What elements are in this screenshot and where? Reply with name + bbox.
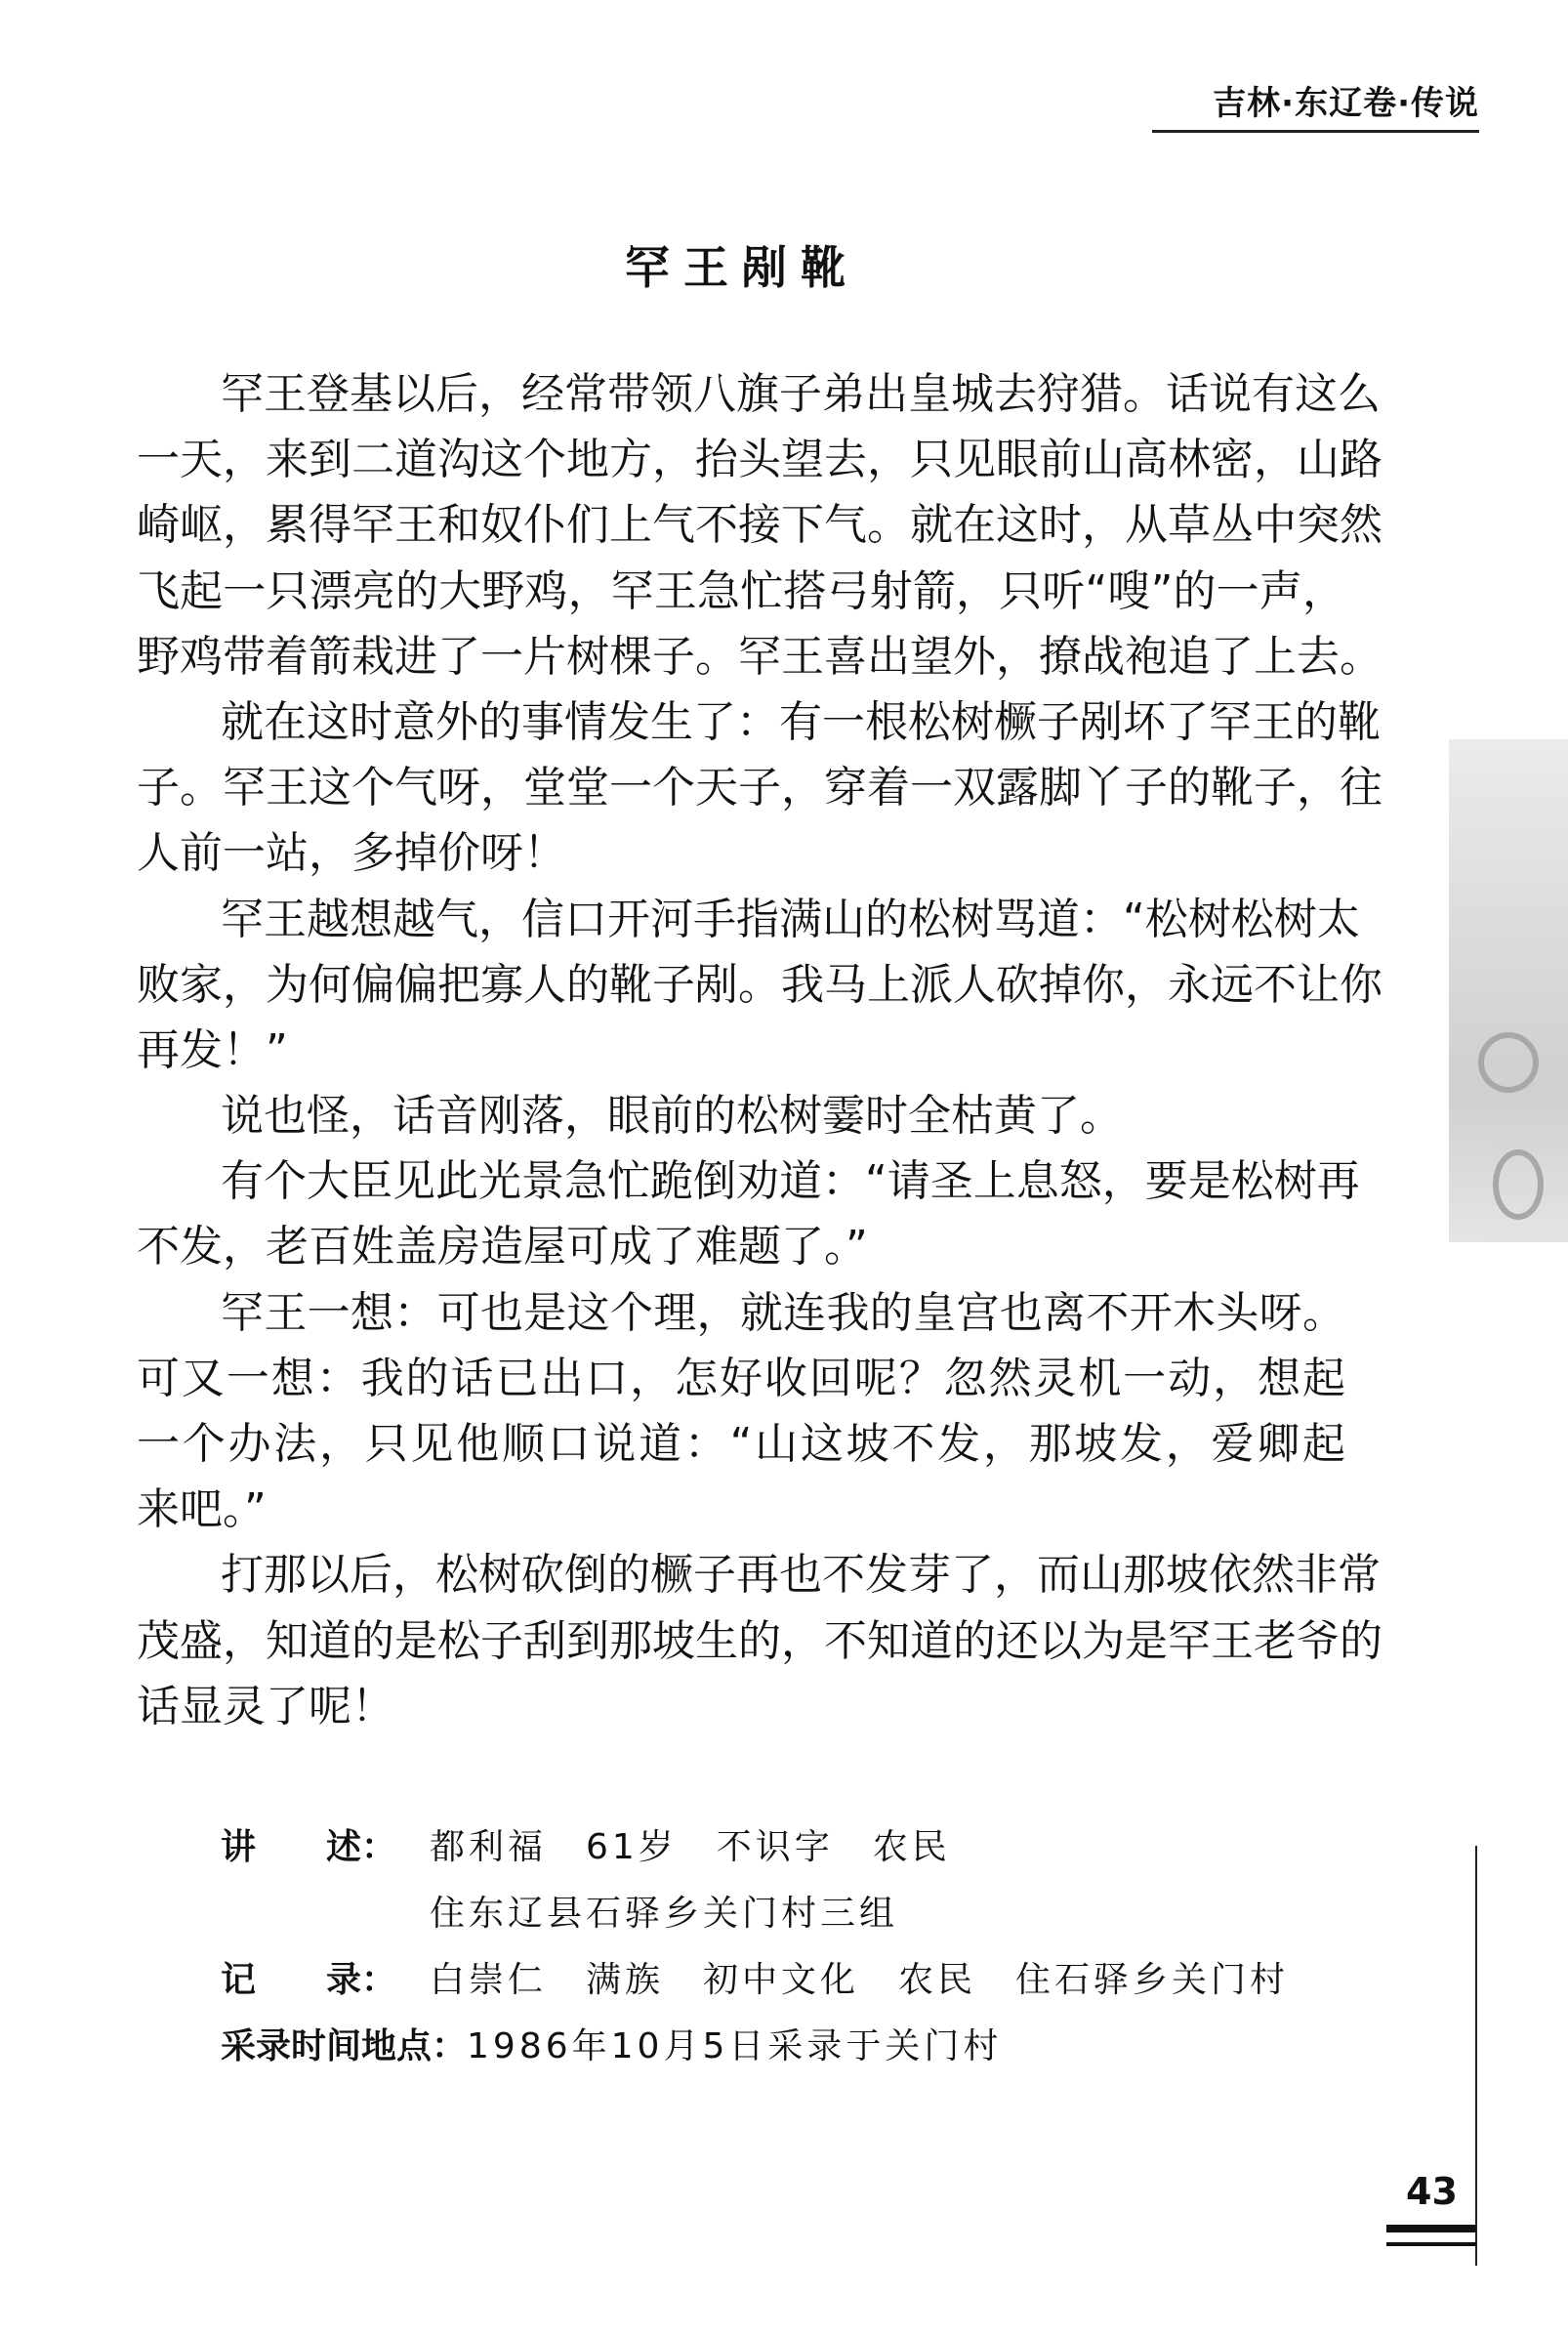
paragraph-line: 野鸡带着箭栽进了一片树棵子。罕王喜出望外，撩战袍追了上去。 bbox=[137, 631, 1382, 682]
paragraph-line: 一天，来到二道沟这个地方，抬头望去，只见眼前山高林密，山路 bbox=[137, 435, 1382, 485]
narrator-address-row bbox=[221, 1881, 1289, 1947]
paragraph-line: 一个办法，只见他顺口说道：“山这坡不发，那坡发，爱卿起 bbox=[137, 1419, 1345, 1469]
story-body bbox=[137, 361, 1382, 1739]
paragraph-line: 不发，老百姓盖房造屋可成了难题了。” bbox=[137, 1222, 868, 1272]
page-number-bar bbox=[1386, 2225, 1476, 2232]
credits bbox=[221, 1815, 1289, 2080]
paragraph-line: 崎岖，累得罕王和奴仆们上气不接下气。就在这时，从草丛中突然 bbox=[137, 500, 1382, 551]
paragraph-line: 人前一站，多掉价呀！ bbox=[137, 828, 566, 879]
page-number: 43 bbox=[1406, 2170, 1458, 2213]
narrator-address: 住东辽县石驿乡关门村三组 bbox=[430, 1894, 899, 1934]
page-number-bar-thin bbox=[1386, 2242, 1476, 2246]
side-decoration-image bbox=[1449, 739, 1568, 1242]
recorder-row bbox=[221, 1947, 1289, 2014]
time-place-label: 采录时间地点： bbox=[221, 2026, 468, 2066]
paragraph-line: 有个大臣见此光景急忙跪倒劝道：“请圣上息怒，要是松树再 bbox=[221, 1156, 1360, 1207]
narrator-value: 都利福 61岁 不识字 农民 bbox=[430, 1827, 951, 1867]
margin-rule bbox=[1475, 1846, 1477, 2266]
paragraph-line: 来吧。” bbox=[137, 1484, 267, 1535]
paragraph-line: 茂盛，知道的是松子刮到那坡生的，不知道的还以为是罕王老爷的 bbox=[137, 1615, 1382, 1666]
running-head: 吉林·东辽卷·传说 bbox=[1152, 76, 1479, 133]
paragraph-line: 子。罕王这个气呀，堂堂一个天子，穿着一双露脚丫子的靴子，往 bbox=[137, 763, 1382, 813]
paragraph-line: 罕王一想：可也是这个理，就连我的皇宫也离不开木头呀。 bbox=[221, 1287, 1345, 1338]
recorder-label: 记 录： bbox=[221, 1960, 397, 2000]
narrator-label: 讲 述： bbox=[221, 1827, 397, 1867]
recorder-value: 白崇仁 满族 初中文化 农民 住石驿乡关门村 bbox=[430, 1960, 1290, 2000]
paragraph-line: 就在这时意外的事情发生了：有一根松树橛子剐坏了罕王的靴 bbox=[221, 696, 1381, 747]
paragraph-line: 可又一想：我的话已出口，怎好收回呢？忽然灵机一动，想起 bbox=[137, 1353, 1345, 1403]
paragraph-line: 败家，为何偏偏把寡人的靴子剐。我马上派人砍掉你，永远不让你 bbox=[137, 959, 1382, 1010]
time-place-value: 1986年10月5日采录于关门村 bbox=[467, 2026, 1003, 2066]
paragraph-line: 再发！” bbox=[137, 1024, 288, 1075]
paragraph-line: 飞起一只漂亮的大野鸡，罕王急忙搭弓射箭，只听“嗖”的一声， bbox=[137, 565, 1345, 616]
paragraph-line: 打那以后，松树砍倒的橛子再也不发芽了，而山那坡依然非常 bbox=[221, 1550, 1381, 1601]
time-place-row bbox=[221, 2014, 1289, 2080]
paragraph-line: 罕王登基以后，经常带领八旗子弟出皇城去狩猎。话说有这么 bbox=[221, 369, 1381, 419]
story-title: 罕王剐靴 bbox=[625, 241, 859, 294]
paragraph-line: 说也怪，话音刚落，眼前的松树霎时全枯黄了。 bbox=[221, 1091, 1123, 1142]
paragraph-line: 罕王越想越气，信口开河手指满山的松树骂道：“松树松树太 bbox=[221, 894, 1360, 944]
narrator-row bbox=[221, 1815, 1289, 1881]
paragraph-line: 话显灵了呢！ bbox=[137, 1681, 394, 1731]
